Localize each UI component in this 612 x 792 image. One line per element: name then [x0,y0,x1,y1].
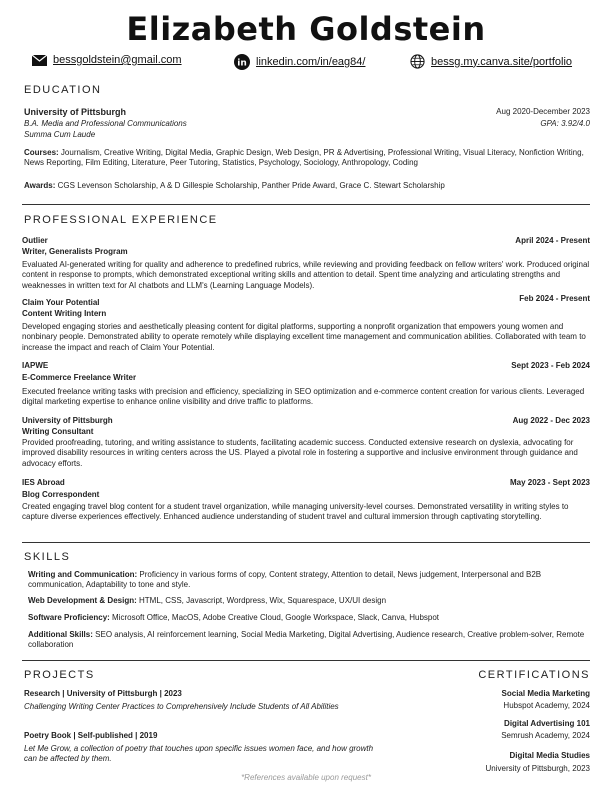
job-description: Executed freelance writing tasks with precision and efficiency, specializing in SEO optimization and e-commerce content creation for various clients. Leveraged digital marketing expertise to enhance online visibility and drive traffic to platforms. [22,387,585,407]
skill-text: Proficiency in various forms of copy, Content strategy, Attention to detail, News judgement, Interpersonal and B2B communication, Adaptability to tone and style. [28,570,542,590]
education-gpa: GPA: 3.92/4.0 [540,119,590,128]
job-dates: Feb 2024 - Present [519,294,590,303]
skill-text: HTML, CSS, Javascript, Wordpress, Wix, Squarespace, UX/UI design [139,596,387,605]
cert-issuer: Hubspot Academy, 2024 [503,701,590,710]
divider [22,660,590,661]
mail-icon [32,55,47,66]
svg-text:in: in [237,58,247,69]
cert-name: Digital Advertising 101 [504,719,590,728]
job-description: Provided proofreading, tutoring, and writing assistance to students, facilitating academic success. Conducted extensive research on dyslexia, advocating for improved disability resources in writing centers across the US. Played a pivotal role in fostering a supportive and inclusive environment through guidance and advocacy efforts. [22,438,578,468]
linkedin-link[interactable]: linkedin.com/in/eag84/ [256,56,366,68]
project-description: Let Me Grow, a collection of poetry that touches upon specific issues women face, and how growth can be affected by them. [24,744,374,764]
job-role: Blog Correspondent [22,490,100,499]
job-description: Evaluated AI-generated writing for quality and adherence to predefined rubrics, while reviewing and providing feedback on fellow writers' work. Produced original content in response to prompts, which demonstrated exceptional writing skills and attention to detail. Spent time analyzing and articulating strengths and weaknesses in written text for AI chatbots and LLM's (Learning Language Models). [22,260,590,290]
certifications-title: CERTIFICATIONS [478,669,590,681]
cert-issuer: University of Pittsburgh, 2023 [485,764,590,773]
divider [22,542,590,543]
courses-label: Courses: [24,148,59,157]
email-contact[interactable] [32,54,182,66]
skill-label: Web Development & Design: [28,596,137,605]
references-note: *References available upon request* [241,773,371,782]
job-dates: Sept 2023 - Feb 2024 [511,361,590,370]
skills-title: SKILLS [24,551,71,563]
job-description: Created engaging travel blog content for a student travel organization, while managing university-level courses. Demonstrated versatility in writing styles to capture diverse experiences effectively. Enhanced audience understanding of student travel and cultural immersion through captivating storytelling. [22,502,569,522]
job-dates: April 2024 - Present [515,236,590,245]
email-link[interactable]: bessgoldstein@gmail.com [53,54,182,66]
education-school: University of Pittsburgh [24,107,127,117]
project-description: Challenging Writing Center Practices to Comprehensively Include Students of All Abilities [24,702,339,711]
job-org: IAPWE [22,361,49,370]
education-awards [24,181,592,191]
job-role: Writer, Generalists Program [22,247,128,256]
job-org: IES Abroad [22,478,65,487]
skill-label: Additional Skills: [28,630,93,639]
awards-text: CGS Levenson Scholarship, A & D Gillespie Scholarship, Panther Pride Award, Grace C. Stewart Scholarship [57,181,445,190]
job-role: Content Writing Intern [22,309,107,318]
divider [22,204,590,205]
skill-text: SEO analysis, AI reinforcement learning, Social Media Marketing, Digital Advertising, Audience research, Creative problem-solver, Remote collaboration [28,630,585,650]
candidate-name: Elizabeth Goldstein [126,10,486,48]
skill-item [28,630,588,651]
projects-title: PROJECTS [24,669,95,681]
skill-label: Software Proficiency: [28,613,110,622]
education-title: EDUCATION [24,84,102,96]
skill-text: Microsoft Office, MacOS, Adobe Creative Cloud, Google Workspace, Slack, Canva, Hubspot [112,613,440,622]
job-org: Claim Your Potential [22,298,100,307]
cert-name: Social Media Marketing [501,689,590,698]
job-role: Writing Consultant [22,427,94,436]
job-dates: May 2023 - Sept 2023 [509,478,590,487]
experience-title: PROFESSIONAL EXPERIENCE [24,214,218,226]
skill-item [28,570,588,591]
portfolio-link[interactable]: bessg.my.canva.site/portfolio [431,55,573,68]
skill-item [28,613,588,623]
project-heading: Research | University of Pittsburgh | 2023 [24,689,182,698]
project-heading: Poetry Book | Self-published | 2019 [24,731,158,740]
job-role: E-Commerce Freelance Writer [22,373,137,382]
linkedin-contact[interactable] [234,54,365,70]
job-org: Outlier [22,236,48,245]
courses-text: Journalism, Creative Writing, Digital Media, Graphic Design, Web Design, PR & Advertising, Professional Writing, Visual Literacy, Nonfiction Writing, News Reporting, Film Editing, Literature, Peer Tutoring, Statistics, Psychology, Sociology, Anthropology, Coding [24,148,584,168]
education-degree: B.A. Media and Professional Communications [24,119,187,128]
linkedin-icon [234,54,250,70]
education-courses [24,148,592,169]
job-description: Developed engaging stories and aesthetically pleasing content for digital platforms, supporting a nonprofit organization that empowers young women and nonbinary people. Demonstrated ability to operate remotely while displaying excellent time management and communication abilities. Collaborated with team to increase the impact and reach of Claim Your Potential. [22,322,586,352]
cert-issuer: Semrush Academy, 2024 [501,731,590,740]
portfolio-contact[interactable] [410,54,572,69]
globe-icon [410,54,425,69]
cert-name: Digital Media Studies [509,751,590,760]
job-dates: Aug 2022 - Dec 2023 [512,416,590,425]
skill-label: Writing and Communication: [28,570,138,579]
awards-label: Awards: [24,181,56,190]
skill-item [28,596,588,606]
job-org: University of Pittsburgh [22,416,113,425]
education-honors: Summa Cum Laude [24,130,96,139]
education-dates: Aug 2020-December 2023 [496,107,590,116]
